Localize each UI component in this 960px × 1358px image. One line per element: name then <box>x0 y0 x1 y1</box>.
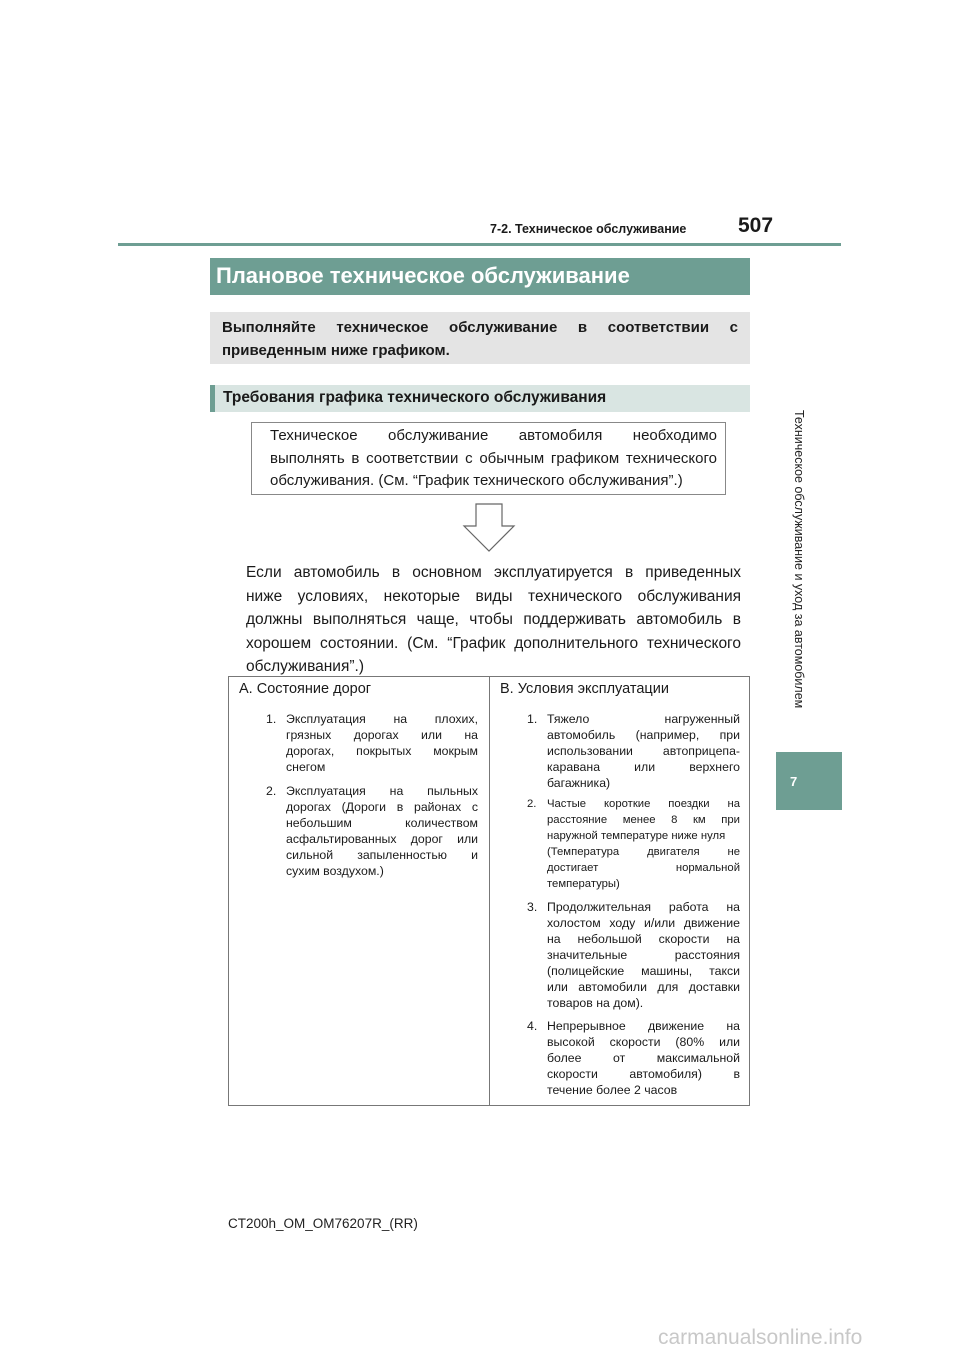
item-line: грязных дорогах или на <box>286 728 478 742</box>
intro-text <box>222 316 738 362</box>
item-line: Эксплуатация на плохих, <box>286 712 478 726</box>
requirement-line: выполнять в соответствии с обычным графиком технического <box>270 449 717 467</box>
item-line: сухим воздухом.) <box>286 864 384 878</box>
column-heading: B. Условия эксплуатации <box>500 681 669 697</box>
item-line: Продолжительная работа на <box>547 900 740 914</box>
intro-line: Выполняйте техническое обслуживание в соответствии с <box>222 319 738 336</box>
item-line: Эксплуатация на пыльных <box>286 784 478 798</box>
item-line: достигает нормальной <box>547 862 740 874</box>
item-number: 1. <box>527 712 538 726</box>
conditions-line: Если автомобиль в основном эксплуатируется в приведенных <box>246 564 741 581</box>
item-line: более от максимальной <box>547 1051 740 1065</box>
item-line: течение более 2 часов <box>547 1083 678 1097</box>
item-line: (полицейские машины, такси <box>547 964 740 978</box>
requirement-box <box>251 422 726 495</box>
conditions-paragraph <box>246 561 741 679</box>
intro-line: приведенным ниже графиком. <box>222 342 450 359</box>
item-line: Тяжело нагруженный <box>547 712 740 726</box>
item-line: товаров на дом). <box>547 996 644 1010</box>
document-code: CT200h_OM_OM76207R_(RR) <box>228 1216 418 1231</box>
section-title: 7-2. Техническое обслуживание <box>490 222 687 236</box>
item-number: 2. <box>527 798 537 810</box>
down-arrow-icon <box>462 503 516 553</box>
requirement-line: обслуживания. (См. “График технического обслуживания”.) <box>270 472 683 489</box>
item-line: небольшим количеством <box>286 816 478 830</box>
chapter-tab[interactable] <box>776 752 842 810</box>
conditions-table <box>228 676 750 1106</box>
item-line: снегом <box>286 760 326 774</box>
subheading <box>210 385 750 412</box>
item-line: значительные расстояния <box>547 948 740 962</box>
item-number: 3. <box>527 900 538 914</box>
header-rule <box>118 243 841 246</box>
item-number: 4. <box>527 1019 538 1033</box>
item-line: использовании автоприцепа- <box>547 744 740 758</box>
conditions-line: обслуживания”.) <box>246 658 364 675</box>
watermark: carmanualsonline.info <box>658 1326 863 1349</box>
item-line: (Температура двигателя не <box>547 846 740 858</box>
conditions-line: ниже условиях, некоторые виды технического обслуживания <box>246 587 741 605</box>
item-line: Непрерывное движение на <box>547 1019 740 1033</box>
item-line: температуры) <box>547 878 620 890</box>
table-divider <box>489 677 490 1105</box>
item-line: на небольшой скорости на <box>547 932 740 946</box>
item-line: наружной температуре ниже нуля <box>547 830 726 842</box>
item-line: дорогах (Дороги в районах с <box>286 800 478 814</box>
subheading-accent-bar <box>210 385 215 412</box>
chapter-number: 7 <box>790 774 798 789</box>
intro-box <box>210 312 750 364</box>
item-line: скорости автомобиля) в <box>547 1067 740 1081</box>
item-number: 2. <box>266 784 277 798</box>
column-heading: A. Состояние дорог <box>239 681 372 697</box>
page-number: 507 <box>738 214 774 237</box>
item-line: автомобиль (например, при <box>547 728 740 742</box>
item-line: высокой скорости (80% или <box>547 1035 740 1049</box>
conditions-line: хорошем состоянии. (См. “График дополнительного технического <box>246 634 741 652</box>
subheading-text: Требования графика технического обслуживания <box>223 389 607 406</box>
item-line: Частые короткие поездки на <box>547 798 740 810</box>
page-title-band <box>210 258 750 295</box>
item-line: сильной запыленностью и <box>286 848 478 862</box>
item-line: расстояние менее 8 км при <box>547 814 740 826</box>
item-number: 1. <box>266 712 277 726</box>
chapter-side-label: Техническое обслуживание и уход за автомобилем <box>792 410 806 709</box>
item-line: асфальтированных дорог или <box>286 832 478 846</box>
conditions-line: должны выполняться чаще, чтобы поддерживать автомобиль в <box>246 611 741 628</box>
item-line: каравана или верхнего <box>547 760 740 774</box>
requirement-text <box>270 425 717 493</box>
item-line: дорогах, покрытых мокрым <box>286 744 478 758</box>
requirement-line: Техническое обслуживание автомобиля необходимо <box>270 427 717 444</box>
item-line: или автомобили для доставки <box>547 980 740 994</box>
page-title: Плановое техническое обслуживание <box>216 263 630 288</box>
item-line: багажника) <box>547 776 611 790</box>
item-line: холостом ходу и/или движение <box>547 916 740 930</box>
